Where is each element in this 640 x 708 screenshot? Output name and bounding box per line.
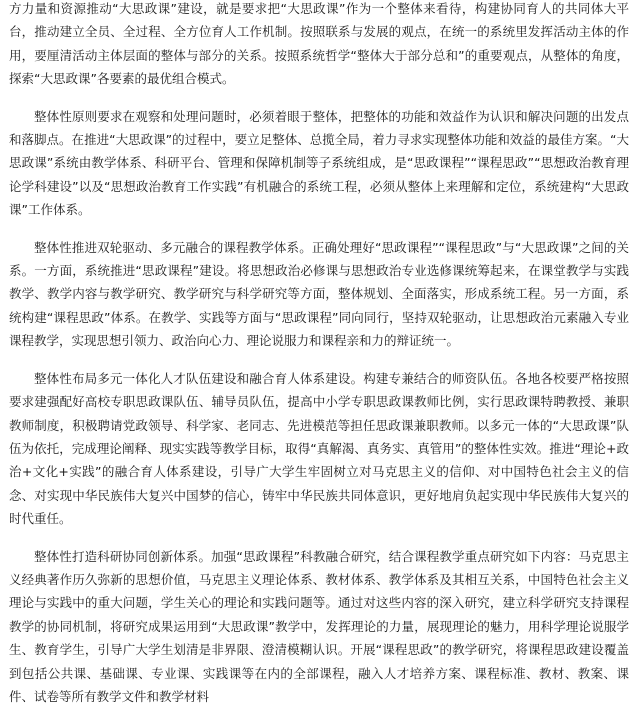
paragraph-3: 整体性推进双轮驱动、多元融合的课程教学体系。正确处理好“思政课程”“课程思政”与“大思政课”之间的关系。一方面，系统推进“思政课程”建设。将思想政治必修课与思想政治专业选修课统筹起来，在课堂教学与实践教学、教学内容与教学研究、教学研究与科学研究等方面，整体规划、全面落实，形成系统工程。另一方面，系统构建“课程思政”体系。在教学、实践等方面与“思政课程”同向同行，坚持双轮驱动，让思想政治元素融入专业课程教学，实现思想引领力、政治向心力、理论说服力和课程亲和力的辩证统一。: [9, 239, 629, 349]
paragraph-5: 整体性打造科研协同创新体系。加强“思政课程”科教融合研究，结合课程教学重点研究如下内容：马克思主义经典著作历久弥新的思想价值，马克思主义理论体系、教材体系、教学体系及其相互关系，中国特色社会主义理论与实践中的重大问题，学生关心的理论和实践问题等。通过对这些内容的深入研究，建立科学研究支持课程教学的协同机制，将研究成果运用到“大思政课”教学中，发挥理论的力量，展现理论的魅力，用科学理论说服学生、教育学生，引导广大学生划清是非界限、澄清模糊认识。开展“课程思政”的教学研究，将课程思政建设覆盖到包括公共课、基础课、专业课、实践课等在内的全部课程，融入人才培养方案、课程标准、教材、教案、课件、试卷等所有教学文件和教学材料: [9, 548, 629, 704]
paragraph-4: 整体性布局多元一体化人才队伍建设和融合育人体系建设。构建专兼结合的师资队伍。各地各校要严格按照要求建强配好高校专职思政课队伍、辅导员队伍，提高中小学专职思政课教师比例，实行思政课特聘教授、兼职教师制度，积极聘请党政领导、科学家、老同志、先进模范等担任思政课兼职教师。以多元一体的“大思政课”队伍为依托，完成理论阐释、现实实践等教学目标，取得“真解渴、真务实、真管用”的整体性实效。推进“理论+政治+文化+实践”的融合育人体系建设，引导广大学生牢固树立对马克思主义的信仰、对中国特色社会主义的信念、对实现中华民族伟大复兴中国梦的信心，铸牢中华民族共同体意识，更好地肩负起实现中华民族伟大复兴的时代重任。: [9, 370, 629, 527]
paragraph-1: 方力量和资源推动“大思政课”建设，就是要求把“大思政课”作为一个整体来看待，构建协同育人的共同体大平台，推动建立全员、全过程、全方位育人工作机制。按照联系与发展的观点，在统一的系统里发挥活动主体的作用，要厘清活动主体层面的整体与部分的关系。按照系统哲学“整体大于部分总和”的重要观点，从整体的角度，探索“大思政课”各要素的最优组合模式。: [9, 1, 629, 87]
paragraph-2: 整体性原则要求在观察和处理问题时，必须着眼于整体，把整体的功能和效益作为认识和解决问题的出发点和落脚点。在推进“大思政课”的过程中，要立足整体、总揽全局，着力寻求实现整体功能和效益的最佳方案。“大思政课”系统由教学体系、科研平台、管理和保障机制等子系统组成，是“思政课程”“课程思政”“思想政治教育理论学科建设”以及“思想政治教育工作实践”有机融合的系统工程，必须从整体上来理解和定位，系统建构“大思政课”工作体系。: [9, 108, 629, 218]
